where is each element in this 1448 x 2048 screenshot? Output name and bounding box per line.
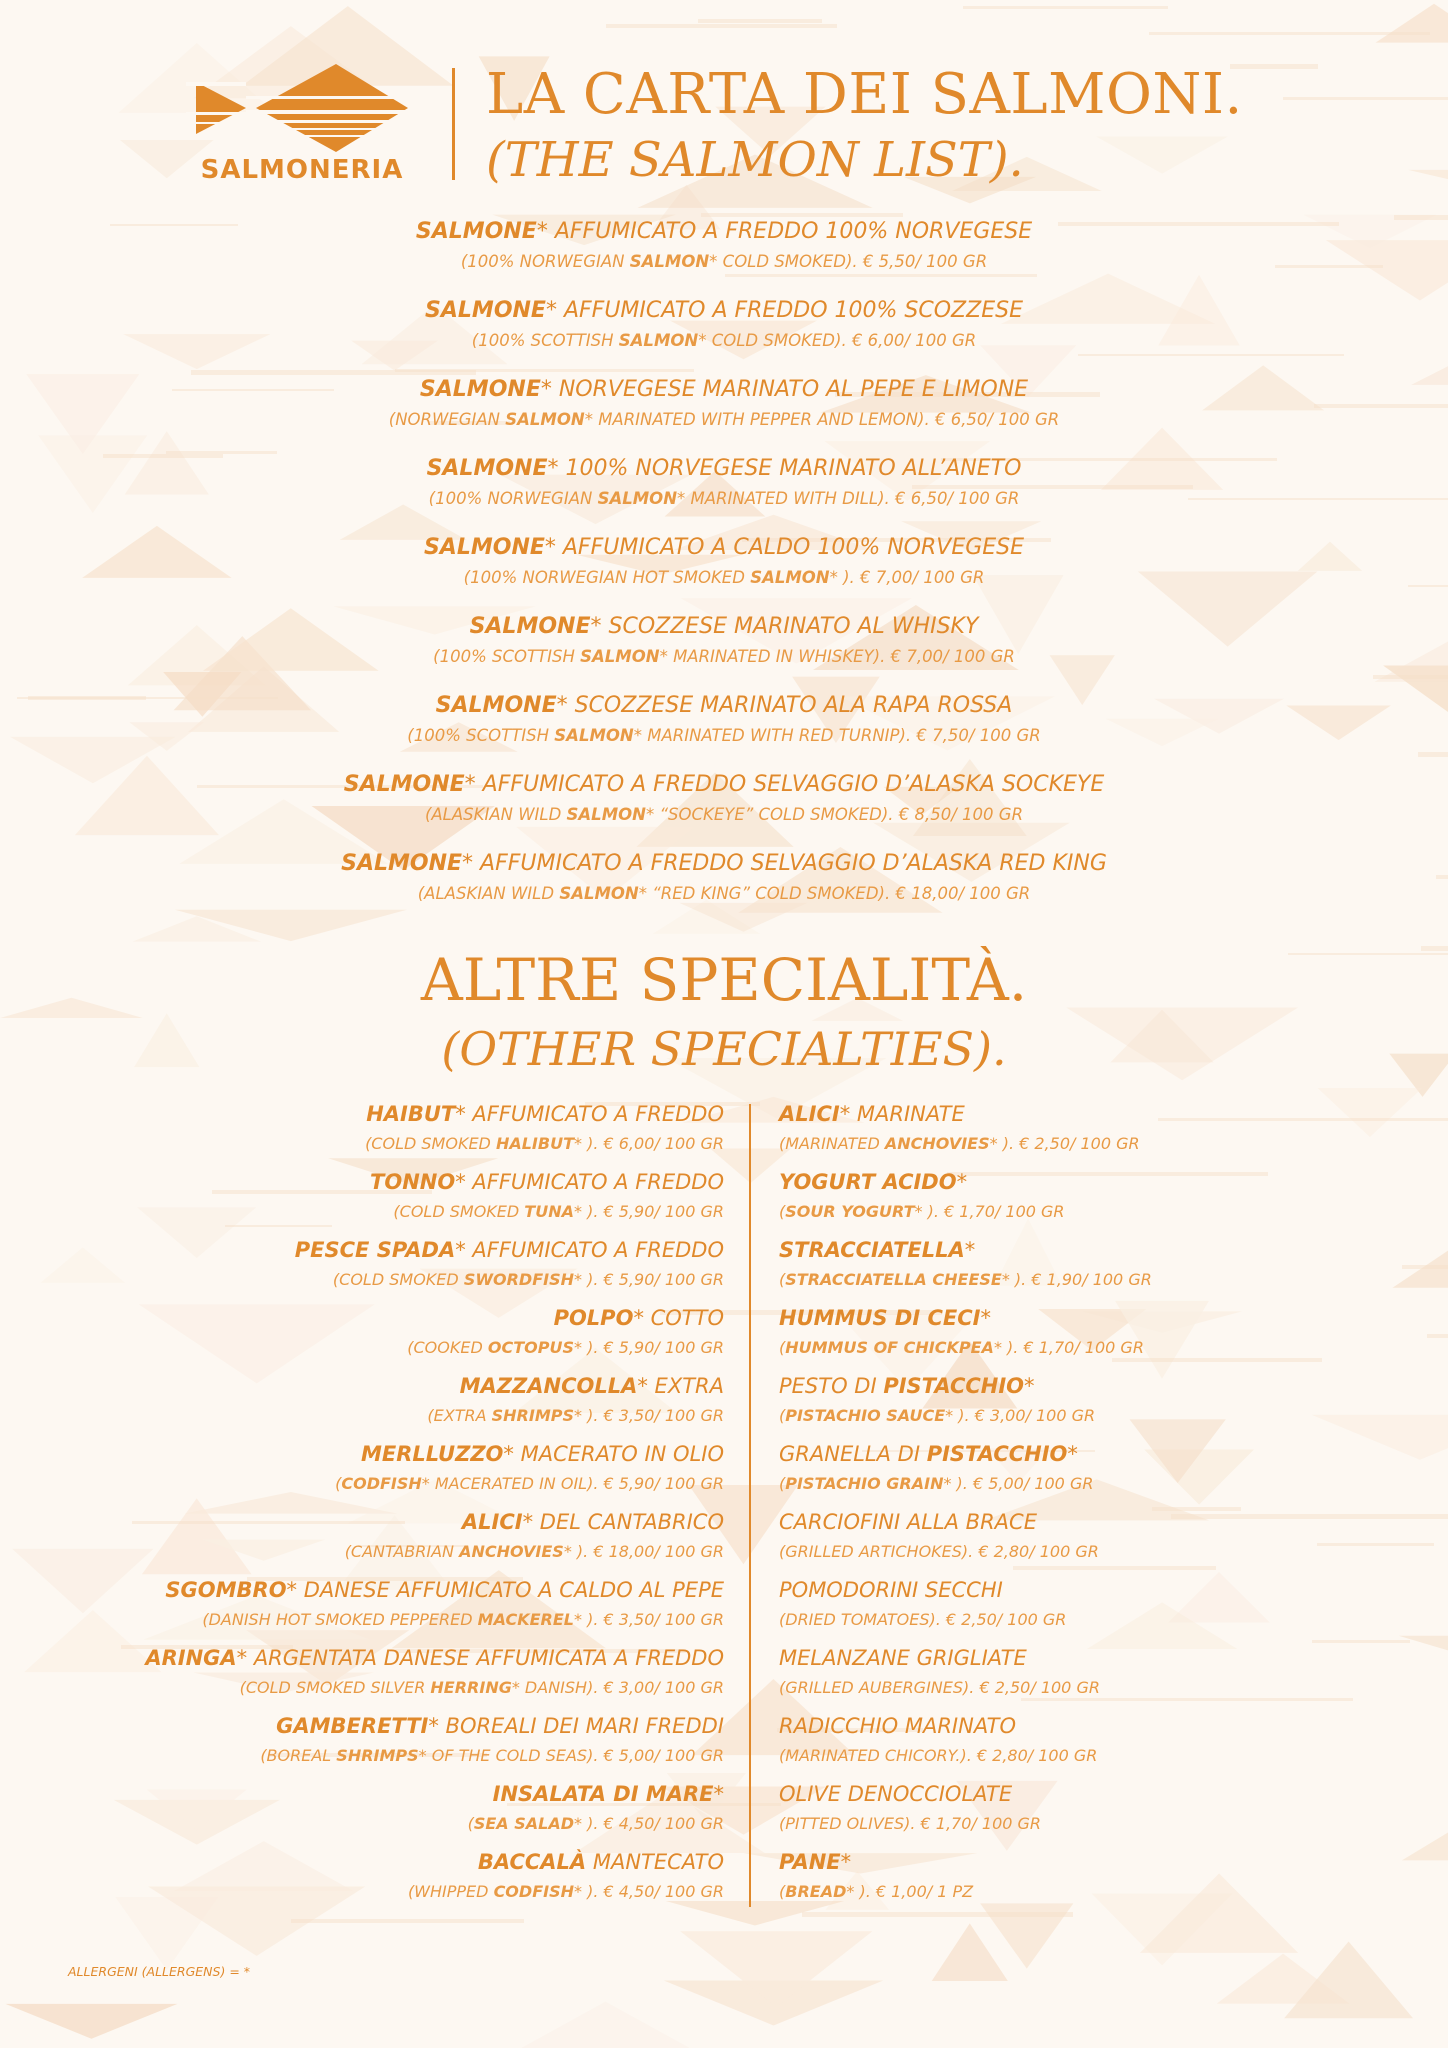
text-run: * AFFUMICATO A FREDDO 100% SCOZZESE — [545, 298, 1023, 323]
text-run: * COTTO — [633, 1306, 724, 1330]
text-run: (100% NORWEGIAN — [460, 252, 630, 271]
text-run: MANTECATO — [586, 1850, 724, 1874]
text-run: SGOMBRO — [165, 1578, 287, 1602]
text-run: * — [956, 1170, 968, 1194]
text-run: SALMON — [566, 805, 646, 824]
salmon-item — [0, 216, 1448, 295]
brand-logo — [186, 62, 418, 186]
bg-triangle — [502, 2002, 709, 2048]
text-run: * — [713, 1782, 724, 1806]
item-name — [779, 1234, 1419, 1266]
text-run: * AFFUMICATO A CALDO 100% NORVEGESE — [544, 535, 1025, 560]
item-translation-price — [60, 1742, 724, 1769]
text-run: * ). € 18,00/ 100 GR — [563, 1542, 724, 1561]
page-title: LA CARTA DEI SALMONI. — [486, 62, 1243, 127]
item-name — [779, 1574, 1419, 1606]
text-run: (MARINATED CHICORY.). € 2,80/ 100 GR — [779, 1746, 1098, 1765]
item-name — [0, 690, 1448, 722]
bg-triangle — [1408, 170, 1448, 194]
text-run: * MARINATE — [839, 1102, 965, 1126]
text-run: * — [1024, 1374, 1035, 1398]
bg-triangle — [1096, 137, 1228, 174]
page-subtitle: (THE SALMON LIST). — [486, 132, 1024, 188]
text-run: (100% SCOTTISH — [407, 726, 555, 745]
text-run: SALMON — [580, 647, 660, 666]
item-name — [0, 295, 1448, 327]
text-run: (MARINATED — [779, 1134, 885, 1153]
item-name — [60, 1234, 724, 1266]
item-name — [60, 1642, 724, 1674]
text-run: * DANISH). € 3,00/ 100 GR — [511, 1678, 724, 1697]
specialty-item — [60, 1166, 724, 1234]
bg-stripe — [1230, 64, 1318, 69]
specialty-item — [779, 1098, 1419, 1166]
item-translation-price — [60, 1606, 724, 1633]
text-run: * DANESE AFFUMICATO A CALDO AL PEPE — [286, 1578, 724, 1602]
item-name — [779, 1710, 1419, 1742]
text-run: PISTACCHIO — [926, 1442, 1068, 1466]
text-run: (COLD SMOKED — [365, 1134, 496, 1153]
text-run: (GRILLED ARTICHOKES). € 2,80/ 100 GR — [779, 1542, 1099, 1561]
item-name — [779, 1370, 1419, 1402]
bg-triangle — [1376, 4, 1448, 43]
item-translation-price — [0, 406, 1448, 434]
specialty-item — [60, 1778, 724, 1846]
salmon-item — [0, 453, 1448, 532]
specialty-item — [60, 1710, 724, 1778]
text-run: * COLD SMOKED). € 5,50/ 100 GR — [709, 252, 988, 271]
text-run: * — [1067, 1442, 1078, 1466]
text-run: PISTACHIO SAUCE — [785, 1406, 946, 1425]
text-run: ( — [779, 1202, 786, 1221]
text-run: * ). € 4,50/ 100 GR — [573, 1814, 724, 1833]
text-run: CODFISH — [493, 1882, 574, 1901]
text-run: ( — [779, 1474, 786, 1493]
text-run: (COOKED — [407, 1338, 488, 1357]
text-run: * MARINATED WITH DILL). € 6,50/ 100 GR — [677, 489, 1020, 508]
item-name — [779, 1506, 1419, 1538]
text-run: * SCOZZESE MARINATO ALA RAPA ROSSA — [556, 693, 1013, 718]
specialty-item — [60, 1234, 724, 1302]
bg-stripe — [606, 24, 837, 28]
specialty-item — [779, 1778, 1419, 1846]
text-run: (100% NORWEGIAN HOT SMOKED — [463, 568, 751, 587]
text-run: SALMON — [559, 884, 639, 903]
text-run: POMODORINI SECCHI — [779, 1578, 1003, 1602]
salmon-item — [0, 769, 1448, 848]
text-run: SHRIMPS — [336, 1746, 419, 1765]
text-run: (BOREAL — [260, 1746, 337, 1765]
text-run: * NORVEGESE MARINATO AL PEPE E LIMONE — [540, 377, 1029, 402]
text-run: HUMMUS OF CHICKPEA — [785, 1338, 994, 1357]
item-translation-price — [60, 1878, 724, 1905]
item-name — [779, 1166, 1419, 1198]
specialty-item — [779, 1506, 1419, 1574]
item-translation-price — [60, 1674, 724, 1701]
text-run: SALMONE — [469, 614, 591, 639]
text-run: BACCALÀ — [477, 1850, 587, 1874]
text-run: * MARINATED WITH RED TURNIP). € 7,50/ 100 GR — [633, 726, 1041, 745]
text-run: (DRIED TOMATOES). € 2,50/ 100 GR — [779, 1610, 1067, 1629]
item-translation-price — [0, 880, 1448, 908]
text-run: * ). € 6,00/ 100 GR — [573, 1134, 724, 1153]
item-name — [60, 1098, 724, 1130]
text-run: PESCE SPADA — [294, 1238, 456, 1262]
specialty-item — [779, 1166, 1419, 1234]
text-run: * COLD SMOKED). € 6,00/ 100 GR — [698, 331, 977, 350]
specialty-item — [779, 1438, 1419, 1506]
text-run: * OF THE COLD SEAS). € 5,00/ 100 GR — [418, 1746, 724, 1765]
text-run: (COLD SMOKED SILVER — [239, 1678, 431, 1697]
text-run: POLPO — [553, 1306, 634, 1330]
specialty-item — [60, 1574, 724, 1642]
text-run: * ). € 7,00/ 100 GR — [829, 568, 985, 587]
text-run: ( — [779, 1406, 786, 1425]
text-run: MERLLUZZO — [361, 1442, 504, 1466]
specialty-item — [60, 1098, 724, 1166]
text-run: * AFFUMICATO A FREDDO SELVAGGIO D’ALASKA SOCKEYE — [464, 772, 1105, 797]
text-run: * “SOCKEYE” COLD SMOKED). € 8,50/ 100 GR — [645, 805, 1024, 824]
text-run: * AFFUMICATO A FREDDO — [455, 1102, 724, 1126]
item-translation-price — [779, 1470, 1419, 1497]
item-translation-price — [0, 248, 1448, 276]
specialty-item — [779, 1642, 1419, 1710]
salmon-item — [0, 374, 1448, 453]
bg-stripe — [1149, 32, 1430, 35]
text-run: GRANELLA DI — [779, 1442, 927, 1466]
text-run: PANE — [779, 1850, 841, 1874]
text-run: SWORDFISH — [463, 1270, 574, 1289]
item-translation-price — [60, 1266, 724, 1293]
item-translation-price — [60, 1130, 724, 1157]
text-run: * ). € 1,70/ 100 GR — [993, 1338, 1144, 1357]
item-translation-price — [779, 1198, 1419, 1225]
text-run: (COLD SMOKED — [393, 1202, 525, 1221]
item-translation-price — [779, 1878, 1419, 1905]
text-run: INSALATA DI MARE — [492, 1782, 714, 1806]
specialty-item — [60, 1302, 724, 1370]
text-run: CARCIOFINI ALLA BRACE — [779, 1510, 1037, 1534]
header-divider — [452, 68, 455, 180]
item-translation-price — [779, 1538, 1419, 1565]
specialties-title: ALTRE SPECIALITÀ. — [420, 946, 1028, 1014]
text-run: * AFFUMICATO A FREDDO 100% NORVEGESE — [536, 219, 1033, 244]
text-run: * MARINATED IN WHISKEY). € 7,00/ 100 GR — [659, 647, 1015, 666]
text-run: * ). € 5,90/ 100 GR — [573, 1338, 724, 1357]
item-name — [779, 1778, 1419, 1810]
item-name — [0, 453, 1448, 485]
text-run: SALMONE — [423, 535, 545, 560]
bg-triangle — [5, 2004, 177, 2039]
text-run: * ). € 3,00/ 100 GR — [945, 1406, 1096, 1425]
text-run: * MACERATED IN OIL). € 5,90/ 100 GR — [421, 1474, 724, 1493]
specialty-item — [60, 1846, 724, 1914]
item-translation-price — [779, 1742, 1419, 1769]
item-translation-price — [779, 1810, 1419, 1837]
salmon-item — [0, 690, 1448, 769]
text-run: (100% SCOTTISH — [433, 647, 581, 666]
text-run: * ). € 3,50/ 100 GR — [573, 1406, 724, 1425]
text-run: * — [964, 1238, 976, 1262]
item-translation-price — [0, 722, 1448, 750]
item-translation-price — [60, 1538, 724, 1565]
text-run: MELANZANE GRIGLIATE — [779, 1646, 1027, 1670]
text-run: * ). € 3,50/ 100 GR — [573, 1610, 724, 1629]
text-run: SALMONE — [415, 219, 537, 244]
text-run: (ALASKIAN WILD — [417, 884, 560, 903]
text-run: TUNA — [524, 1202, 574, 1221]
item-name — [60, 1302, 724, 1334]
item-translation-price — [0, 801, 1448, 829]
salmon-item — [0, 295, 1448, 374]
item-name — [0, 848, 1448, 880]
text-run: (ALASKIAN WILD — [424, 805, 567, 824]
text-run: SALMON — [629, 252, 710, 271]
text-run: * DEL CANTABRICO — [522, 1510, 724, 1534]
text-run: GAMBERETTI — [276, 1714, 429, 1738]
specialties-right-column — [779, 1098, 1419, 1914]
text-run: TONNO — [370, 1170, 456, 1194]
item-name — [779, 1642, 1419, 1674]
text-run: (CANTABRIAN — [344, 1542, 460, 1561]
text-run: SALMONE — [343, 772, 465, 797]
specialties-left-column — [60, 1098, 724, 1914]
item-name — [0, 216, 1448, 248]
specialty-item — [779, 1846, 1419, 1914]
text-run: SALMON — [505, 410, 585, 429]
item-name — [60, 1846, 724, 1878]
text-run: MACKEREL — [477, 1610, 574, 1629]
item-translation-price — [0, 327, 1448, 355]
salmon-item — [0, 611, 1448, 690]
text-run: * ). € 5,00/ 100 GR — [943, 1474, 1094, 1493]
text-run: HERRING — [430, 1678, 512, 1697]
item-name — [779, 1438, 1419, 1470]
text-run: ( — [779, 1270, 786, 1289]
text-run: * ). € 1,00/ 1 PZ — [846, 1882, 974, 1901]
text-run: STRACCIATELLA — [779, 1238, 965, 1262]
text-run: * BOREALI DEI MARI FREDDI — [428, 1714, 724, 1738]
salmon-list — [0, 216, 1448, 927]
text-run: * ). € 1,90/ 100 GR — [1001, 1270, 1152, 1289]
fish-mountain-stripes-icon — [186, 62, 418, 154]
text-run: PISTACHIO GRAIN — [785, 1474, 944, 1493]
specialties-subtitle: (OTHER SPECIALTIES). — [441, 1022, 1007, 1076]
item-name — [0, 769, 1448, 801]
text-run: * MACERATO IN OLIO — [503, 1442, 724, 1466]
text-run: HALIBUT — [495, 1134, 574, 1153]
text-run: * SCOZZESE MARINATO AL WHISKY — [590, 614, 979, 639]
item-translation-price — [60, 1470, 724, 1497]
item-translation-price — [0, 485, 1448, 513]
text-run: SALMONE — [419, 377, 541, 402]
text-run: (GRILLED AUBERGINES). € 2,50/ 100 GR — [779, 1678, 1100, 1697]
item-translation-price — [779, 1334, 1419, 1361]
text-run: * ). € 5,90/ 100 GR — [573, 1270, 724, 1289]
specialty-item — [60, 1438, 724, 1506]
specialty-item — [60, 1506, 724, 1574]
item-name — [60, 1438, 724, 1470]
text-run: ANCHOVIES — [459, 1542, 564, 1561]
text-run: (COLD SMOKED — [332, 1270, 464, 1289]
text-run: OCTOPUS — [487, 1338, 574, 1357]
text-run: YOGURT ACIDO — [779, 1170, 957, 1194]
text-run: ( — [779, 1338, 786, 1357]
text-run: * ). € 5,90/ 100 GR — [573, 1202, 724, 1221]
text-run: ARINGA — [145, 1646, 237, 1670]
text-run: SOUR YOGURT — [785, 1202, 915, 1221]
text-run: (PITTED OLIVES). € 1,70/ 100 GR — [779, 1814, 1042, 1833]
item-translation-price — [60, 1198, 724, 1225]
text-run: (100% NORWEGIAN — [428, 489, 598, 508]
item-name — [0, 374, 1448, 406]
text-run: STRACCIATELLA CHEESE — [785, 1270, 1002, 1289]
specialty-item — [779, 1302, 1419, 1370]
item-name — [60, 1370, 724, 1402]
text-run: * “RED KING” COLD SMOKED). € 18,00/ 100 GR — [638, 884, 1031, 903]
allergens-note: ALLERGENI (ALLERGENS) = * — [68, 1964, 251, 1979]
item-name — [0, 532, 1448, 564]
item-translation-price — [779, 1674, 1419, 1701]
bg-stripe — [963, 6, 1168, 9]
text-run: * ARGENTATA DANESE AFFUMICATA A FREDDO — [236, 1646, 724, 1670]
salmon-item — [0, 532, 1448, 611]
text-run: SALMONE — [435, 693, 557, 718]
item-translation-price — [779, 1130, 1419, 1157]
text-run: ALICI — [461, 1510, 523, 1534]
text-run: (EXTRA — [427, 1406, 492, 1425]
item-name — [779, 1302, 1419, 1334]
item-name — [0, 611, 1448, 643]
item-translation-price — [60, 1810, 724, 1837]
text-run: HUMMUS DI CECI — [779, 1306, 981, 1330]
bg-stripe — [1283, 97, 1448, 100]
salmon-item — [0, 848, 1448, 927]
item-name — [60, 1506, 724, 1538]
item-name — [60, 1710, 724, 1742]
text-run: ALICI — [779, 1102, 840, 1126]
text-run: (WHIPPED — [407, 1882, 494, 1901]
bg-stripe — [1427, 1334, 1448, 1338]
text-run: MAZZANCOLLA — [459, 1374, 638, 1398]
text-run: SALMONE — [425, 298, 546, 323]
item-name — [60, 1574, 724, 1606]
text-run: * EXTRA — [637, 1374, 724, 1398]
text-run: * — [840, 1850, 852, 1874]
text-run: (DANISH HOT SMOKED PEPPERED — [202, 1610, 478, 1629]
text-run: (100% SCOTTISH — [471, 331, 619, 350]
text-run: PESTO DI — [779, 1374, 884, 1398]
text-run: SALMON — [618, 331, 699, 350]
text-run: * — [980, 1306, 991, 1330]
text-run: SALMON — [554, 726, 634, 745]
text-run: HAIBUT — [366, 1102, 456, 1126]
specialty-item — [60, 1642, 724, 1710]
text-run: SALMONE — [426, 456, 548, 481]
text-run: CODFISH — [341, 1474, 422, 1493]
brand-name: SALMONERIA — [200, 155, 404, 185]
column-divider — [749, 1104, 751, 1907]
specialty-item — [779, 1574, 1419, 1642]
text-run: ( — [779, 1882, 786, 1901]
bg-stripe — [698, 19, 822, 23]
text-run: PISTACCHIO — [883, 1374, 1025, 1398]
text-run: * ). € 1,70/ 100 GR — [914, 1202, 1065, 1221]
bg-triangle — [932, 1923, 1008, 1981]
text-run: * AFFUMICATO A FREDDO SELVAGGIO D’ALASKA RED KING — [462, 851, 1107, 876]
text-run: SALMON — [597, 489, 678, 508]
item-translation-price — [779, 1402, 1419, 1429]
text-run: * AFFUMICATO A FREDDO — [455, 1170, 724, 1194]
specialty-item — [60, 1370, 724, 1438]
text-run: * AFFUMICATO A FREDDO — [455, 1238, 724, 1262]
text-run: SEA SALAD — [473, 1814, 574, 1833]
specialty-item — [779, 1234, 1419, 1302]
text-run: BREAD — [785, 1882, 847, 1901]
item-name — [60, 1166, 724, 1198]
bg-stripe — [291, 1919, 524, 1923]
specialty-item — [779, 1370, 1419, 1438]
item-translation-price — [0, 564, 1448, 592]
text-run: * ). € 4,50/ 100 GR — [573, 1882, 724, 1901]
item-name — [779, 1098, 1419, 1130]
specialty-item — [779, 1710, 1419, 1778]
text-run: * MARINATED WITH PEPPER AND LEMON). € 6,50/ 100 GR — [584, 410, 1060, 429]
text-run: (NORWEGIAN — [388, 410, 506, 429]
text-run: ( — [467, 1814, 474, 1833]
item-name — [60, 1778, 724, 1810]
text-run: * 100% NORVEGESE MARINATO ALL’ANETO — [547, 456, 1022, 481]
item-name — [779, 1846, 1419, 1878]
item-translation-price — [779, 1606, 1419, 1633]
item-translation-price — [779, 1266, 1419, 1293]
text-run: * ). € 2,50/ 100 GR — [989, 1134, 1140, 1153]
text-run: OLIVE DENOCCIOLATE — [779, 1782, 1013, 1806]
text-run: ( — [335, 1474, 342, 1493]
text-run: RADICCHIO MARINATO — [779, 1714, 1017, 1738]
item-translation-price — [60, 1402, 724, 1429]
text-run: SALMON — [750, 568, 830, 587]
item-translation-price — [0, 643, 1448, 671]
item-translation-price — [60, 1334, 724, 1361]
text-run: ANCHOVIES — [884, 1134, 990, 1153]
text-run: SHRIMPS — [491, 1406, 574, 1425]
text-run: SALMONE — [341, 851, 463, 876]
